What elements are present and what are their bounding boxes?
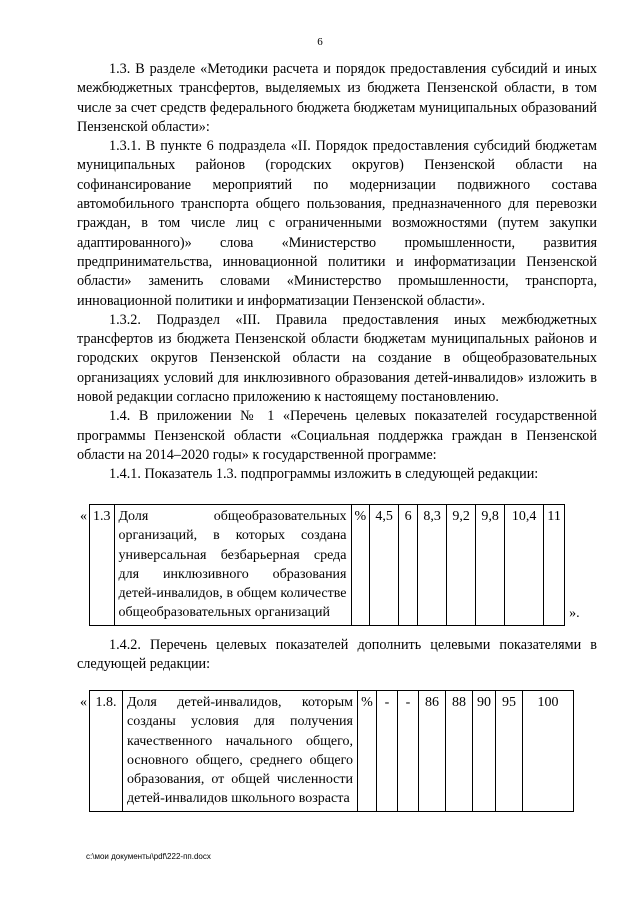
close-quote: ». (569, 606, 580, 622)
value-cell: - (377, 691, 398, 812)
indicator-description: Доля детей-инвалидов, которым созданы условия для получения качественного начального общего, основного общего, среднего общего образования, от общей численности детей-инвалидов школьного возраста (123, 691, 358, 812)
value-cell: 6 (399, 505, 418, 626)
paragraph-1-3-1: 1.3.1. В пункте 6 подраздела «II. Порядок предоставления субсидий бюджетам муниципальных районов (городских округов) Пензенской области на софинансирование мероприятий по модернизации подвижного состава автомобильного транспорта общего пользования, предназначенного для перевозки граждан, в том числе лиц с ограниченными возможностями (путем закупки адаптированного)» слова «Министерство промышленности, развития предпринимательства, инновационной политики и информатизации Пензенской области» заменить словами «Министерство промышленности, транспорта, инновационной политики и информатизации Пензенской области». (77, 138, 597, 309)
value-cell: 95 (496, 691, 523, 812)
paragraph-1-4-2: 1.4.2. Перечень целевых показателей дополнить целевыми показателями в следующей редакции: (77, 637, 597, 673)
value-cell: 11 (544, 505, 565, 626)
indicator-description: Доля общеобразовательных организаций, в которых создана универсальная безбарьерная среда для инклюзивного образования детей-инвалидов, в общем количестве общеобразовательных организаций (114, 505, 351, 626)
paragraph-1-3-2: 1.3.2. Подраздел «III. Правила предоставления иных межбюджетных трансфертов из бюджета Пензенской области бюджетам муниципальных районов и городских округов Пензенской области на создание в общеобразовательных организациях условий для инклюзивного образования детей-инвалидов» изложить в новой редакции согласно приложению к настоящему постановлению. (77, 311, 597, 406)
page-number: 6 (317, 36, 323, 48)
table-row (73, 691, 574, 812)
value-cell: 4,5 (370, 505, 399, 626)
indicator-table-1-8 (73, 690, 574, 812)
indicator-table-1-3 (73, 504, 580, 626)
value-cell: 86 (419, 691, 446, 812)
open-quote: « (80, 694, 87, 710)
indicator-number: 1.8. (90, 691, 123, 812)
table-row (73, 505, 580, 626)
value-cell: 9,8 (476, 505, 505, 626)
value-cell: 100 (523, 691, 574, 812)
indicator-unit: % (358, 691, 377, 812)
value-cell: 10,4 (505, 505, 544, 626)
value-cell: 88 (446, 691, 473, 812)
value-cell: - (398, 691, 419, 812)
value-cell: 90 (473, 691, 496, 812)
open-quote: « (80, 508, 87, 524)
paragraph-1-3: 1.3. В разделе «Методики расчета и порядок предоставления субсидий и иных межбюджетных трансфертов, выделяемых из бюджета Пензенской области, в том числе за счет средств федерального бюджета бюджетам муниципальных образований Пензенской области»: (77, 61, 597, 135)
paragraph-1-4: 1.4. В приложении № 1 «Перечень целевых показателей государственной программы Пензенской области «Социальная поддержка граждан в Пензенской области на 2014–2020 годы» к государственной программе: (77, 408, 597, 463)
value-cell: 8,3 (418, 505, 447, 626)
indicator-number: 1.3 (90, 505, 115, 626)
document-body (77, 60, 597, 485)
value-cell: 9,2 (447, 505, 476, 626)
paragraph-1-4-1: 1.4.1. Показатель 1.3. подпрограммы изложить в следующей редакции: (109, 466, 539, 483)
indicator-unit: % (351, 505, 370, 626)
footer-file-path: c:\мои документы\pdf\222-пп.docx (86, 852, 211, 861)
